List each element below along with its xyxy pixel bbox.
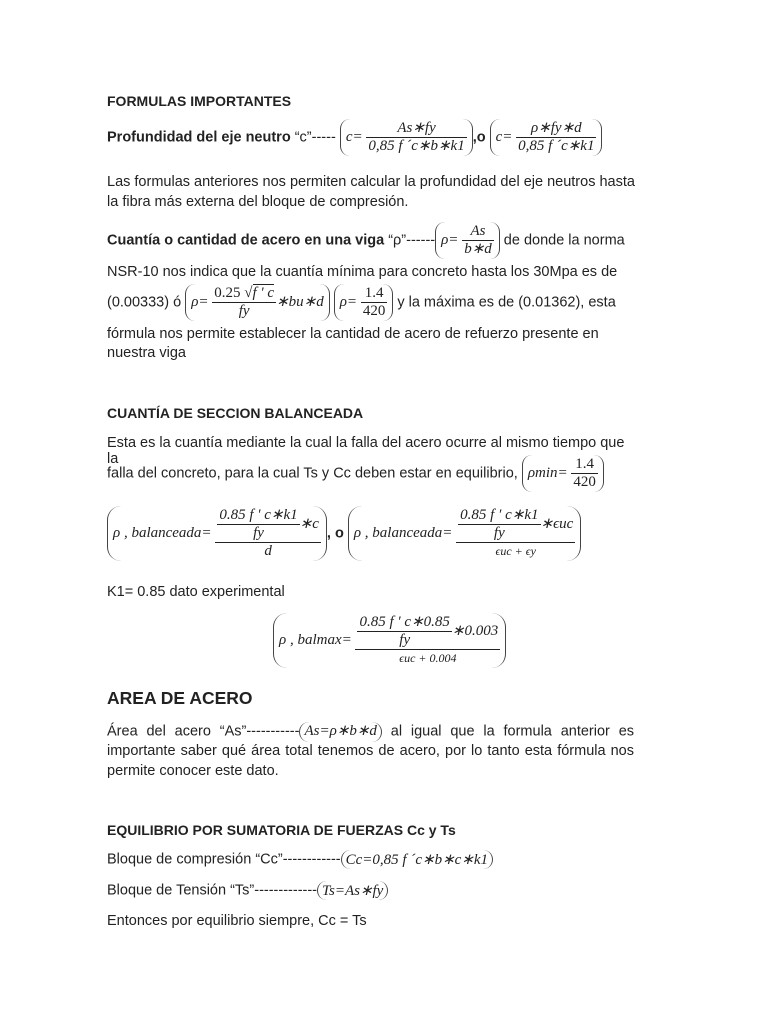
fraction xyxy=(462,223,494,258)
inner-denominator: fy xyxy=(458,524,540,542)
k1-line: K1= 0.85 dato experimental xyxy=(107,584,285,600)
multiplier: ∗c xyxy=(299,515,319,532)
formula-lhs: ρmin= xyxy=(527,464,568,481)
numerator: 0.25 √f ' c xyxy=(214,285,275,301)
outer-denominator: ϵuc + ϵy xyxy=(456,542,575,560)
denominator: 0,85 f ´c∗b∗k1 xyxy=(368,138,465,154)
fraction xyxy=(366,120,466,155)
inner-numerator: 0.85 f ′ c∗k1 xyxy=(219,507,298,523)
depth-formula-line xyxy=(107,119,602,156)
equilibrium-statement: Entonces por equilibrio siempre, Cc = Ts xyxy=(107,913,367,929)
separator-o: , o xyxy=(326,525,344,542)
formula-rho xyxy=(435,222,500,259)
inner-denominator: fy xyxy=(357,631,451,649)
multiplier: ∗0.003 xyxy=(451,622,499,639)
numerator: 1.4 xyxy=(575,456,595,472)
depth-label: Profundidad del eje neutro xyxy=(107,129,291,146)
formula-lhs: ρ , balanceada= xyxy=(353,524,453,541)
outer-fraction xyxy=(456,507,575,560)
formula-purpose-line: fórmula nos permite establecer la cantidad de acero de refuerzo presente en xyxy=(107,326,599,342)
formula-as: As=ρ∗b∗d xyxy=(299,722,381,742)
inner-fraction xyxy=(458,507,540,542)
multiplier: ∗ϵuc xyxy=(540,515,574,532)
formula-balmax-row xyxy=(273,613,506,668)
cuantia-line xyxy=(107,222,625,259)
formula-lhs: c= xyxy=(345,128,363,145)
coefficient: 0.25 xyxy=(214,285,241,301)
outer-denominator: ϵuc + 0.004 xyxy=(355,649,500,667)
cc-text: Bloque de compresión “Cc”------------ xyxy=(107,851,341,868)
denominator: 420 xyxy=(573,474,596,490)
area-acero-description: al igual que la formula anterior es importante saber qué área total tenemos de acero, por lo tanto esta fórmula nos permite conocer este dato. xyxy=(107,723,635,779)
outer-numerator xyxy=(355,614,500,649)
outer-fraction xyxy=(215,507,321,560)
balanceada-line1: Esta es la cuantía mediante la cual la falla del acero ocurre al mismo tiempo que la xyxy=(107,435,625,467)
area-acero-paragraph xyxy=(107,722,634,781)
fraction xyxy=(212,285,276,320)
outer-numerator xyxy=(456,507,575,542)
formula-lhs: ρ= xyxy=(441,231,459,248)
formula-lhs: ρ= xyxy=(191,293,209,310)
cc-line xyxy=(107,850,493,869)
fraction xyxy=(516,120,596,155)
cuantia-max-text: y la máxima es de (0.01362), esta xyxy=(397,294,616,311)
separator-o: ,o xyxy=(472,129,486,146)
depth-symbol: “c”----- xyxy=(294,129,336,146)
outer-numerator xyxy=(215,507,321,542)
nuestra-viga-line: nuestra viga xyxy=(107,345,186,361)
inner-numerator: 0.85 f ′ c∗0.85 xyxy=(359,614,450,630)
denominator: 0,85 f ´c∗k1 xyxy=(518,138,595,154)
formula-tail: ∗bu∗d xyxy=(276,293,324,310)
inner-numerator: 0.85 f ′ c∗k1 xyxy=(460,507,539,523)
fraction xyxy=(361,285,388,320)
cuantia-tail: de donde la norma xyxy=(503,232,625,249)
formula-ts: Ts=As∗fy xyxy=(317,881,388,900)
cuantia-symbol: “ρ”------ xyxy=(388,232,436,249)
section-title-area-acero: AREA DE ACERO xyxy=(107,688,253,708)
outer-fraction xyxy=(355,614,500,667)
balanceada-line2-text: falla del concreto, para la cual Ts y Cc deben estar en equilibrio, xyxy=(107,465,518,482)
denominator: 420 xyxy=(362,303,386,319)
cuantia-min-value: (0.00333) ó xyxy=(107,294,182,311)
sqrt-radicand: f ' c xyxy=(252,285,275,301)
balanceada-line2 xyxy=(107,455,604,492)
area-acero-text: Área del acero “As”----------- xyxy=(107,723,300,740)
denominator: b∗d xyxy=(464,241,492,257)
inner-fraction xyxy=(217,507,299,542)
inner-fraction xyxy=(357,614,451,649)
fraction xyxy=(571,456,598,491)
inner-denominator: fy xyxy=(217,524,299,542)
denominator: fy xyxy=(212,302,276,320)
numerator: ρ∗fy∗d xyxy=(530,120,582,136)
numerator: As∗fy xyxy=(397,120,436,136)
section-title-formulas: FORMULAS IMPORTANTES xyxy=(107,93,292,109)
formula-cc: Cc=0,85 f ´c∗b∗c∗k1 xyxy=(341,850,493,869)
formula-lhs: c= xyxy=(495,128,513,145)
ts-text: Bloque de Tensión “Ts”------------- xyxy=(107,882,318,899)
outer-denominator: d xyxy=(215,542,321,560)
cuantia-label: Cuantía o cantidad de acero en una viga xyxy=(107,232,385,249)
formula-lhs: ρ , balmax= xyxy=(279,631,352,648)
nsr-line: NSR-10 nos indica que la cuantía mínima para concreto hasta los 30Mpa es de xyxy=(107,264,618,280)
cuantia-min-line xyxy=(107,284,616,321)
formula-rho-min xyxy=(522,455,604,492)
numerator: 1.4 xyxy=(364,285,384,301)
section-title-balanceada: CUANTÍA DE SECCION BALANCEADA xyxy=(107,405,364,421)
formula-balanceada-2 xyxy=(348,506,581,561)
paragraph-depth: Las formulas anteriores nos permiten calcular la profundidad del eje neutros hasta la fibra más externa del bloque de compresión. xyxy=(107,174,635,210)
formula-c-2 xyxy=(490,119,603,156)
balanceada-formulas xyxy=(107,506,581,561)
numerator: As xyxy=(470,223,486,239)
formula-balmax xyxy=(273,613,506,668)
formula-lhs: ρ , balanceada= xyxy=(113,524,212,541)
section-title-equilibrio: EQUILIBRIO POR SUMATORIA DE FUERZAS Cc y Ts xyxy=(107,822,456,838)
formula-c-1 xyxy=(340,119,473,156)
formula-rho-sqrt xyxy=(185,284,330,321)
formula-lhs: ρ= xyxy=(339,293,358,310)
ts-line xyxy=(107,881,388,900)
formula-rho-14 xyxy=(334,284,394,321)
formula-balanceada-1 xyxy=(107,506,327,561)
